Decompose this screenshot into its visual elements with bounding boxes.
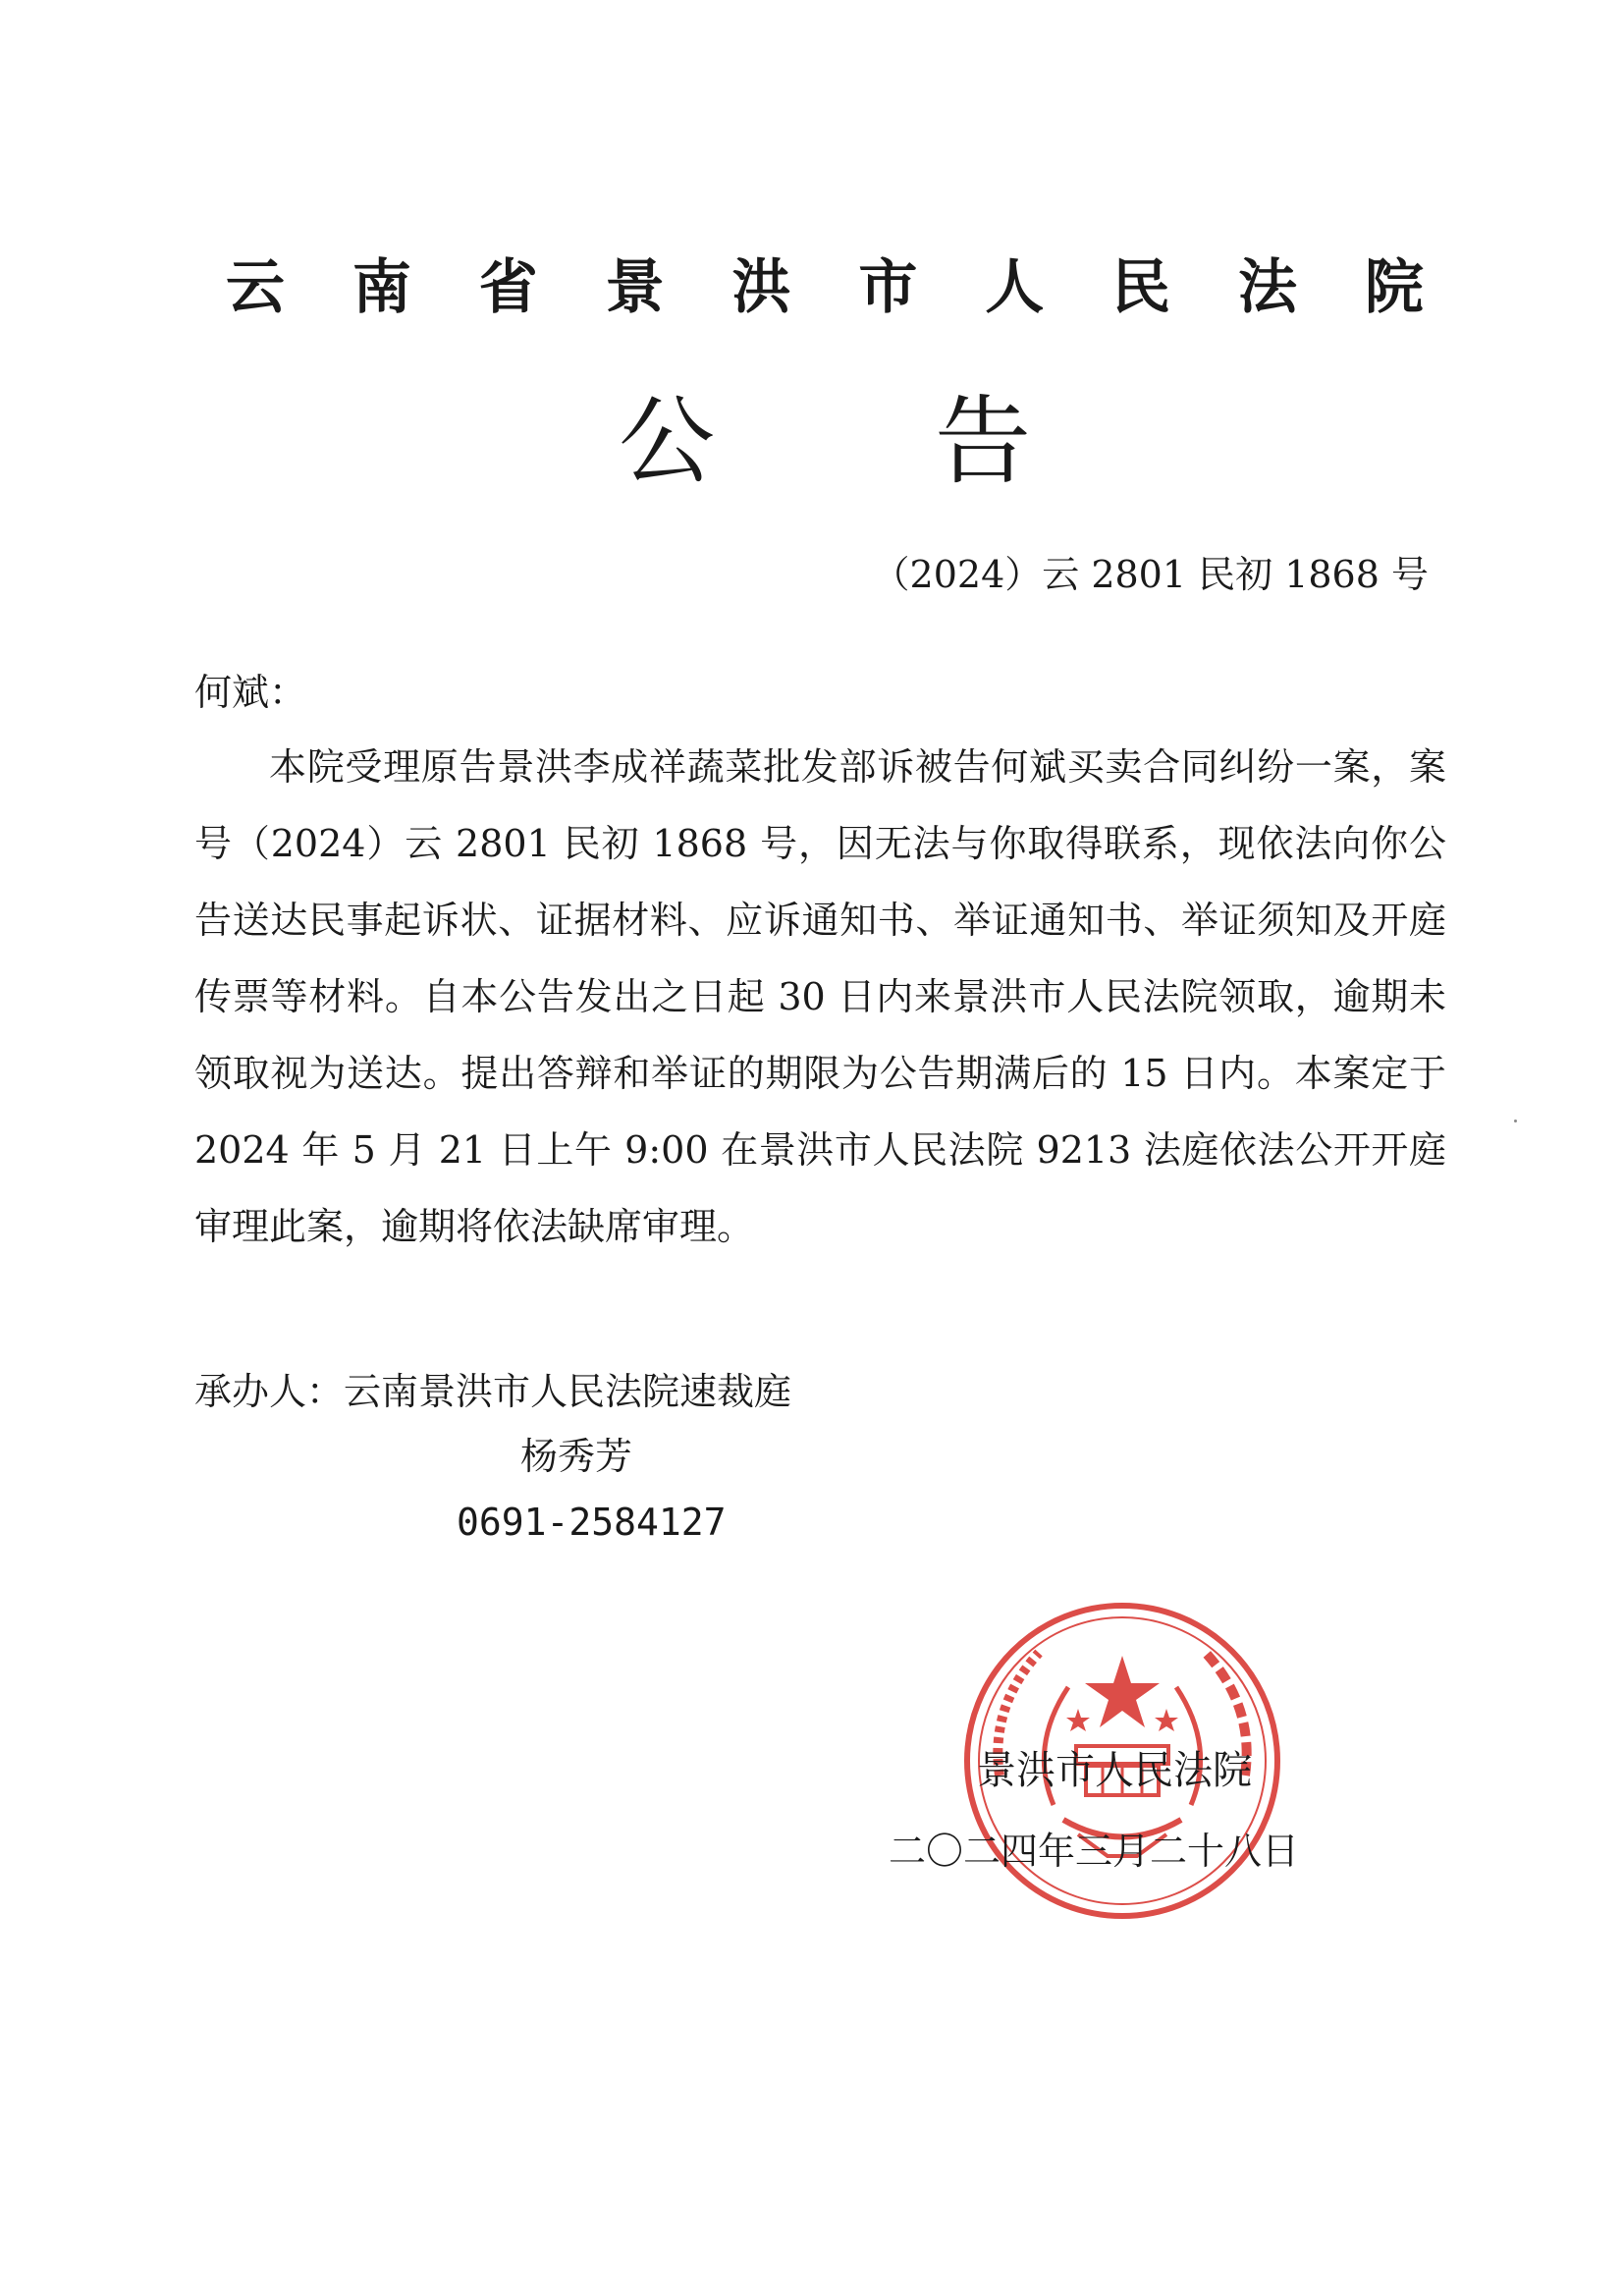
court-name-char: 院 — [1364, 253, 1424, 322]
notice-body: 本院受理原告景洪李成祥蔬菜批发部诉被告何斌买卖合同纠纷一案，案号（2024）云 2801 民初 1868 号，因无法与你取得联系，现依法向你公告送达民事起诉状、证据材料、应诉通知书、举证通知书、举证须知及开庭传票等材料。自本公告发出之日起 30 日内来景洪市人民法院领取，逾期未领取视为送达。提出答辩和举证的期限为公告期满后的 15 日内。本案定于 2024 年 5 月 21 日上午 9:00 在景洪市人民法院 9213 法庭依法公开开庭审理此案，逾期将依法缺席审理。 — [194, 745, 1446, 1248]
handler-line: 承办人：云南景洪市人民法院速裁庭 — [194, 1370, 792, 1413]
scan-speck — [1514, 1120, 1517, 1122]
handler-name: 杨秀芳 — [520, 1435, 633, 1478]
court-name-char: 洪 — [731, 253, 791, 322]
signing-date: 二〇二四年三月二十八日 — [889, 1830, 1300, 1873]
court-name-char: 省 — [478, 253, 538, 322]
court-name-char: 南 — [352, 253, 411, 322]
court-name-char: 云 — [226, 253, 285, 322]
court-name-char: 市 — [858, 253, 918, 322]
court-name-heading — [226, 253, 1424, 322]
signing-court: 景洪市人民法院 — [977, 1748, 1252, 1793]
notice-title-char: 告 — [934, 386, 1031, 498]
notice-title — [619, 388, 1031, 496]
court-name-char: 人 — [985, 253, 1045, 322]
court-name-char: 民 — [1111, 253, 1171, 322]
addressee: 何斌： — [194, 671, 307, 714]
court-name-char: 法 — [1238, 253, 1297, 322]
handler-phone: 0691-2584127 — [457, 1501, 727, 1544]
case-number: （2024）云 2801 民初 1868 号 — [872, 553, 1429, 596]
notice-title-char: 公 — [619, 386, 716, 498]
court-name-char: 景 — [605, 253, 665, 322]
